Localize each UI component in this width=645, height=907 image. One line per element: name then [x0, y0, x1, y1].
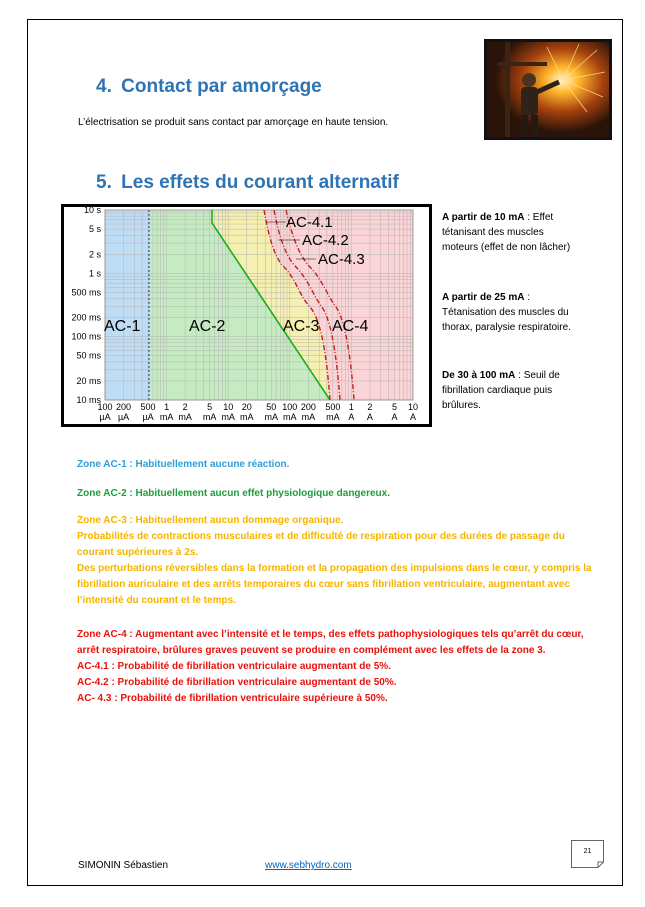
- x-tick-value: 50: [266, 402, 277, 412]
- y-tick-label: 50 ms: [76, 350, 101, 361]
- page-frame: [27, 19, 623, 886]
- zone-ac4-line: Zone AC-4 : Augmentant avec l’intensité et le temps, des effets pathophysiologiques tels qu’arrêt du cœur, arrêt respiratoire, brûlures graves peuvent se produire en complément avec les effets de la zone 3.: [77, 629, 584, 656]
- zone-ac3-line: Zone AC-3 : Habituellement aucun dommage organique.: [77, 515, 344, 526]
- x-axis-ticks: [97, 402, 418, 422]
- y-tick-label: 500 ms: [71, 287, 101, 298]
- zone-ac4-line: AC- 4.3 : Probabilité de fibrillation ventriculaire supérieure à 50%.: [77, 693, 388, 704]
- side-note-title: A partir de 25 mA: [442, 292, 525, 303]
- x-tick-value: 5: [207, 402, 213, 412]
- x-tick-unit: A: [409, 412, 417, 422]
- x-tick-value: 200: [300, 402, 316, 412]
- x-tick-value: 1: [348, 402, 354, 412]
- y-tick-label: 2 s: [88, 249, 101, 260]
- y-tick-label: 5 s: [88, 224, 101, 235]
- section-number: 5.: [96, 172, 112, 193]
- x-tick-value: 20: [241, 402, 252, 412]
- x-tick-value: 10: [407, 402, 419, 412]
- x-tick-value: 100: [282, 402, 298, 412]
- x-tick-value: 500: [140, 402, 156, 412]
- electrician-photo-illustration: [487, 42, 609, 137]
- zone-ac3-line: Probabilités de contractions musculaires et de difficulté de respiration pour des durées de passage du courant supérieures à 2s.: [77, 531, 565, 558]
- zone-ac4-line: AC-4.2 : Probabilité de fibrillation ventriculaire augmentant de 50%.: [77, 677, 397, 688]
- y-tick-label: 10 ms: [76, 395, 101, 405]
- x-tick-value: 10: [223, 402, 234, 412]
- footer-website-link[interactable]: www.sebhydro.com: [265, 860, 352, 871]
- current-effects-chart: [61, 204, 432, 427]
- side-note: [442, 290, 582, 335]
- x-tick-unit: mA: [178, 412, 192, 422]
- x-tick-unit: A: [391, 412, 398, 422]
- x-tick-unit: mA: [221, 412, 235, 422]
- x-tick-value: 200: [116, 402, 132, 412]
- x-tick-unit: mA: [301, 412, 316, 422]
- zone-ac2-description: Zone AC-2 : Habituellement aucun effet physiologique dangereux.: [77, 488, 390, 499]
- y-tick-label: 1 s: [88, 268, 101, 279]
- side-note-title: A partir de 10 mA: [442, 212, 525, 223]
- zone-label: AC-4: [332, 318, 369, 335]
- zone-ac4-line: AC-4.1 : Probabilité de fibrillation ventriculaire augmentant de 5%.: [77, 661, 391, 672]
- x-tick-unit: µA: [99, 412, 111, 422]
- x-tick-unit: mA: [202, 412, 217, 422]
- zone-label: AC-1: [104, 318, 141, 335]
- y-tick-label: 20 ms: [76, 375, 101, 386]
- zone-label: AC-2: [189, 318, 226, 335]
- zone-ac1-fill: [105, 210, 149, 400]
- section-number: 4.: [96, 76, 112, 97]
- section-title: Les effets du courant alternatif: [121, 172, 399, 193]
- x-tick-value: 1: [164, 402, 170, 412]
- page-number-badge: [571, 840, 604, 868]
- x-tick-unit: µA: [142, 412, 154, 422]
- x-tick-unit: A: [348, 412, 355, 422]
- x-tick-value: 100: [97, 402, 113, 412]
- y-tick-label: 100 ms: [71, 331, 101, 342]
- x-tick-unit: mA: [264, 412, 279, 422]
- x-tick-unit: mA: [326, 412, 340, 422]
- section-heading-4: [96, 76, 322, 98]
- y-axis-ticks: [71, 207, 101, 405]
- section-heading-5: [96, 172, 399, 194]
- curve-label: AC-4.2: [302, 232, 349, 249]
- chart-canvas: [64, 207, 429, 424]
- zone-ac3-line: Des perturbations réversibles dans la formation et la propagation des impulsions dans le cœur, y compris la fibrillation auriculaire et des arrêts temporaires du cœur sans fibrillation ventriculaire, augmentant avec l’intensité du courant et le temps.: [77, 563, 592, 606]
- side-note-title: De 30 à 100 mA: [442, 370, 516, 381]
- electrician-photo: [484, 39, 612, 140]
- curve-label: AC-4.1: [286, 214, 333, 231]
- x-tick-unit: µA: [117, 412, 130, 422]
- y-tick-label: 10 s: [83, 207, 101, 215]
- curve-label: AC-4.3: [318, 251, 365, 268]
- side-note: [442, 210, 582, 255]
- x-tick-unit: mA: [159, 412, 174, 422]
- x-tick-value: 500: [325, 402, 341, 412]
- page-number: 21: [583, 848, 592, 855]
- x-tick-unit: A: [366, 412, 373, 422]
- side-note: [442, 368, 582, 413]
- section-title: Contact par amorçage: [121, 76, 322, 97]
- x-tick-unit: mA: [239, 412, 254, 422]
- x-tick-value: 2: [182, 402, 188, 412]
- footer-author: SIMONIN Sébastien: [78, 860, 169, 871]
- x-tick-value: 2: [367, 402, 373, 412]
- zone-ac1-description: Zone AC-1 : Habituellement aucune réaction.: [77, 459, 290, 470]
- x-tick-value: 5: [391, 402, 397, 412]
- side-note-text: : Tétanisation des muscles du thorax, paralysie respiratoire.: [442, 292, 571, 333]
- zone-ac3-description: [77, 513, 597, 609]
- side-note-text: : Effet tétanisant des muscles moteurs (effet de non lâcher): [442, 212, 571, 253]
- zone-label: AC-3: [283, 318, 320, 335]
- intro-paragraph: L’électrisation se produit sans contact par amorçage en haute tension.: [78, 117, 389, 128]
- side-note-text: : Seuil de fibrillation cardiaque puis brûlures.: [442, 370, 560, 411]
- zone-ac4-description: [77, 627, 597, 707]
- x-tick-unit: mA: [283, 412, 297, 422]
- y-tick-label: 200 ms: [71, 312, 101, 323]
